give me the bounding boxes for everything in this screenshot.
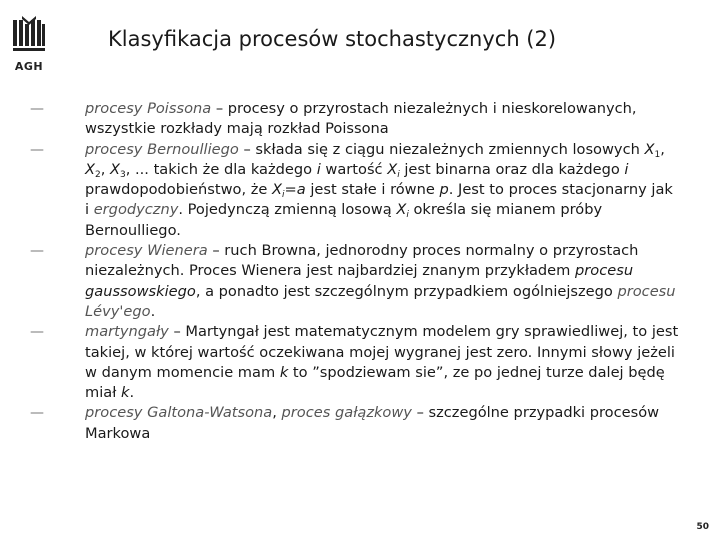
dash-bullet: — (30, 405, 44, 422)
bullet-list (30, 99, 680, 444)
dash-bullet: — (30, 141, 44, 158)
var-k: k (121, 384, 130, 402)
text-segment: , (660, 140, 665, 158)
var-k: k (279, 363, 289, 381)
var-x: X (644, 140, 655, 158)
subscript: 3 (120, 169, 126, 180)
agh-logo (11, 16, 47, 76)
subscript: i (406, 210, 409, 221)
term-ergodic: ergodyczny (93, 201, 179, 219)
term-martingale: martyngały (85, 323, 169, 341)
subscript: 2 (95, 169, 101, 180)
text-segment: jest binarna oraz dla każdego (399, 160, 625, 178)
text-segment: . (129, 384, 135, 402)
text-segment: to ”spodziewam sie”, ze po jednej turze dalej będę miał (85, 363, 665, 402)
text-segment: – ruch Browna, jednorodny proces normalny o przyrostach niezależnych. Proces Wienera jest najbardziej znanym przykładem (85, 242, 639, 280)
term-poisson: procesy Poissona (85, 100, 212, 117)
dash-bullet: — (30, 324, 44, 341)
subscript: i (397, 169, 400, 180)
var-x: X (85, 160, 95, 178)
list-item-galton-watson (30, 403, 680, 444)
text-segment: , (100, 160, 111, 178)
logo-text: AGH (14, 60, 44, 73)
text-segment: prawdopodobieństwo, że (85, 181, 273, 199)
var-i: i (624, 160, 629, 178)
term-gaussian: procesu gaussowskiego (85, 262, 634, 300)
var-p: p (439, 181, 449, 199)
agh-emblem-icon (11, 16, 47, 58)
term-galton-watson: procesy Galtona-Watsona (85, 404, 273, 422)
page-number: 50 (696, 522, 709, 532)
text-segment: – szczególne przypadki procesów Markowa (85, 404, 660, 442)
term-levy: procesu Lévy'ego (85, 282, 676, 320)
term-bernoulli: procesy Bernoulliego (85, 140, 239, 158)
equation-part: =a (284, 181, 306, 199)
text-segment: , (272, 404, 282, 422)
text-segment: jest stałe i równe (305, 181, 440, 199)
term-branching: proces gałązkowy (281, 404, 412, 422)
text-segment: wartość (320, 160, 388, 178)
list-item-poisson (30, 99, 680, 140)
text-segment: , a ponadto jest szczególnym przypadkiem ogólniejszego (195, 282, 618, 300)
text-segment: – składa się z ciągu niezależnych zmiennych losowych (238, 140, 645, 158)
var-i: i (316, 160, 321, 178)
text-segment: . Pojedynczą zmienną losową (178, 201, 397, 219)
text-poisson: – procesy o przyrostach niezależnych i nieskorelowanych, wszystkie rozkłady mają rozkład Poissona (85, 100, 637, 138)
dash-bullet: — (30, 101, 44, 117)
var-x: X (396, 201, 407, 219)
text-segment: . (150, 302, 156, 320)
text-segment: – Martyngał jest matematycznym modelem gry sprawiedliwej, to jest takiej, w której wartość oczekiwana mojej wygranej jest zero. Innymi słowy jeżeli w danym momencie mam (85, 323, 679, 381)
list-item-martingale (30, 322, 680, 403)
var-x: X (110, 160, 121, 178)
text-segment: , ... takich że dla każdego (125, 160, 317, 178)
term-wiener: procesy Wienera (85, 242, 208, 260)
dash-bullet: — (30, 243, 44, 260)
subscript: 1 (654, 149, 661, 160)
var-x: X (387, 160, 398, 178)
slide-title: Klasyfikacja procesów stochastycznych (2) (108, 27, 557, 51)
var-x: X (272, 181, 283, 199)
text-segment: określa się mianem próby Bernoulliego. (85, 201, 603, 239)
text-segment: . Jest to proces stacjonarny jak i (85, 181, 673, 219)
list-item-wiener (30, 241, 680, 322)
list-item-bernoulli (30, 140, 680, 241)
subscript: i (282, 190, 285, 201)
